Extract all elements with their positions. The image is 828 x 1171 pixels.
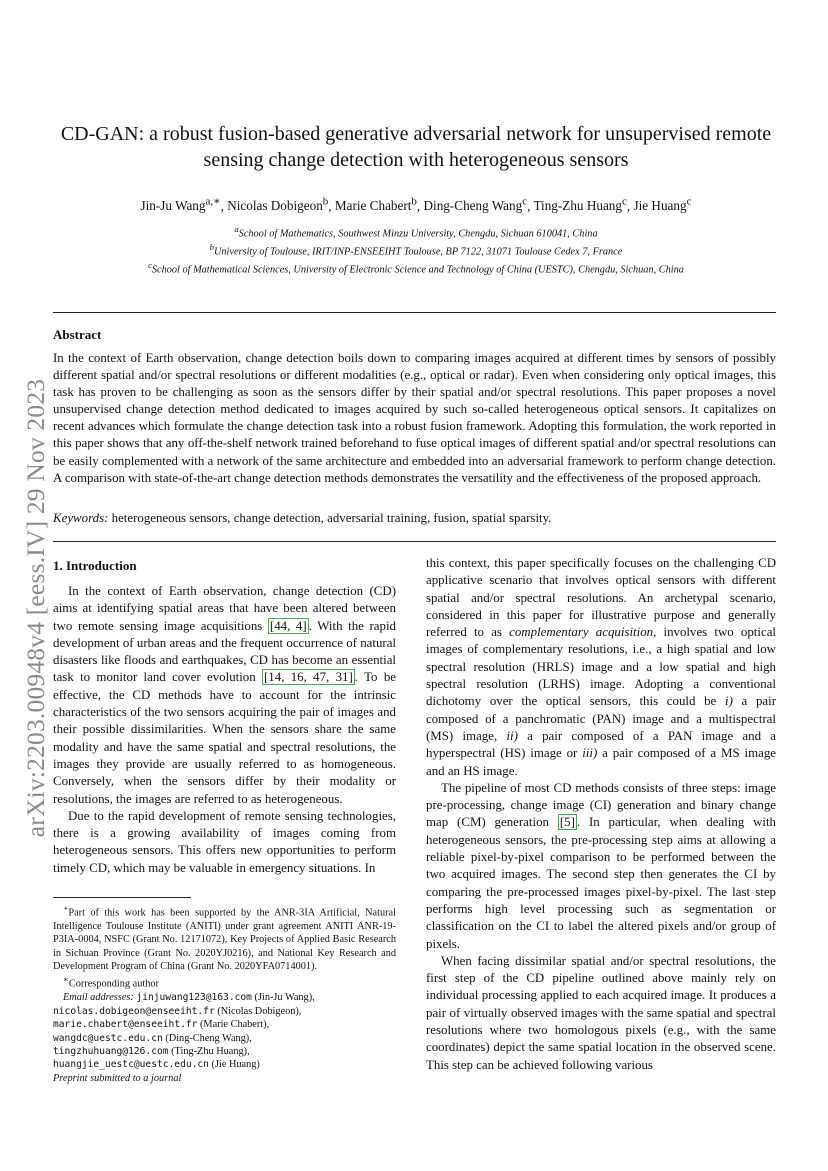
keywords-label: Keywords: (53, 511, 109, 525)
email-link[interactable]: wangdc@uestc.edu.cn (53, 1032, 163, 1044)
affiliations (56, 223, 776, 276)
paragraph: The pipeline of most CD methods consists of three steps: image pre-processing, change image (CI) generation and binary change map (CM) generation [5] . In particular, when dealing with heterogeneous sensors, the pre-processing step aims at allowing a reliable pixel-by-pixel comparison to be performed between the two acquired images. The second step then generates the CI by comparing the pre-processed images pixel-by-pixel. The last step performs high level processing such as segmentation or classification on the CI to label the altered pixels and/or group of pixels. (426, 780, 776, 951)
paper-title (56, 121, 776, 173)
author: Nicolas Dobigeon$^b$ (227, 196, 329, 214)
keywords (53, 510, 776, 527)
affiliation: $^b$University of Toulouse, IRIT/INP-ENSEEIHT Toulouse, BP 7122, 31071 Toulouse Cedex 7, France (209, 241, 623, 258)
arxiv-stamp (16, 350, 56, 865)
affiliation: $^a$School of Mathematics, Southwest Minzu University, Chengdu, Sichuan 610041, China (234, 224, 598, 240)
email-footnote: Email addresses: jinjuwang123@163.com (Jin-Ju Wang), (63, 992, 315, 1004)
abstract-heading: Abstract (53, 327, 102, 342)
title-line-1: CD-GAN: a robust fusion-based generative adversarial network for unsupervised remote (60, 123, 772, 145)
corresponding-footnote: ∗Corresponding author (63, 974, 159, 990)
footnotes (53, 902, 396, 1072)
paragraph: this context, this paper specifically focuses on the challenging CD applicative scenario that involves optical sensors with different spatial and/or spectral resolutions. An archetypal scenario, considered in this paper for illustrative purpose and generally referred to as complementary acquisition, involves two optical images of complementary resolutions, i.e., a high spatial and low spectral resolution (HRLS) image and a low spatial and high spectral resolution (LRHS) image. Adopting a conventional dichotomy over the optical sensors, this could be i) a pair composed of a panchromatic (PAN) image and a multispectral (MS) image, ii) a pair composed of a PAN image and a hyperspectral (HS) image or iii) a pair composed of a MS image and an HS image. (426, 556, 776, 778)
funding-footnote: ⋆Part of this work has been supported by the ANR-3IA Artificial, Natural Intelligence Toulouse Institute (ANITI) under grant agreement ANITI ANR-19-P3IA-0004, NSFC (Grant No. 12171072), Key Projects of Applied Basic Research in Sichuan Province (Grant No. 2020YJ0216), and National Key Research and Development Program of China (Grant No. 2020YFA0714001). (53, 903, 396, 973)
affiliation: $^c$School of Mathematical Sciences, University of Electronic Science and Technology of China (UESTC), Chengdu, Sichuan, China (148, 259, 684, 276)
section-heading: 1. Introduction (53, 558, 137, 573)
abstract-text: In the context of Earth observation, change detection boils down to comparing images acquired at different times by sensors of possibly different spatial and/or spectral resolutions or different modalities (e.g., optical or radar). Even when considering only optical images, this task has proven to be challenging as soon as the sensors differ by their spatial and/or spectral resolutions. This paper proposes a novel unsupervised change detection method dedicated to images acquired by such so-called heterogeneous optical sensors. It capitalizes on recent advances which formulate the change detection task into a robust fusion framework. Adopting this formulation, the work reported in this paper shows that any off-the-shelf network trained beforehand to fuse optical images of different spatial and/or spectral resolutions can be easily complemented with a network of the same architecture and embedded into an adversarial framework to perform change detection. A comparison with state-of-the-art change detection methods demonstrates the versatility and the effectiveness of the proposed approach. (53, 351, 776, 485)
paragraph: Due to the rapid development of remote sensing technologies, there is a growing availability of images coming from heterogeneous sensors. This offers new opportunities to perform timely CD, which may be valuable in emergency situations. In (53, 808, 396, 875)
title-line-2: sensing change detection with heterogeneous sensors (203, 149, 629, 171)
arxiv-identifier: arXiv:2203.00948v4 [eess.IV] 29 Nov 2023 (21, 378, 50, 837)
footnote-rule (53, 897, 191, 898)
right-column (426, 555, 776, 1074)
email-link[interactable]: huangjie_uestc@uestc.edu.cn (53, 1059, 209, 1071)
email-link[interactable]: nicolas.dobigeon@enseeiht.fr (53, 1005, 215, 1017)
citation-link[interactable]: [5] (559, 815, 575, 830)
paragraph: When facing dissimilar spatial and/or spectral resolutions, the first step of the CD pipeline outlined above mainly rely on individual processing applied to each acquired image. It produces a pair of virtually observed images with the same spatial and spectral resolutions where two homologous pixels (e.g., with the same coordinates) depict the same spatial location in the observed scene. This step can be achieved following various (426, 953, 776, 1072)
author: Marie Chabert$^b$ (334, 196, 417, 214)
email-line: nicolas.dobigeon@enseeiht.fr (Nicolas Dobigeon), (53, 1005, 302, 1017)
author-list: Jin-Ju Wang$^{a,∗}$, Nicolas Dobigeon$^b$, Marie Chabert$^b$, Ding-Cheng Wang$^c$, Ting-Zhu Huang$^c$, Jie Huang$^c$ (140, 196, 692, 214)
email-link[interactable]: tingzhuhuang@126.com (53, 1045, 169, 1057)
abstract-bottom-rule (53, 541, 776, 542)
paragraph: In the context of Earth observation, change detection (CD) aims at identifying spatial areas that have been altered between two remote sensing image acquisitions [44, 4] . With the rapid development of urban areas and the frequent occurrence of natural disasters like floods and earthquakes, CD has become an essential task to monitor land cover evolution [14, 16, 47, 31] . To be effective, the CD methods have to account for the intrinsic characteristics of the two sensors acquiring the pair of images and their possible dissimilarities. When the sensors share the same modality and have the same spatial and spectral resolutions, the images they provide are usually referred to as homogeneous. Conversely, when the sensors differ by their modality or resolutions, the images are referred to as heterogeneous. (53, 584, 396, 806)
abstract-top-rule (53, 312, 776, 313)
citation-link[interactable]: [14, 16, 47, 31] (264, 670, 353, 685)
left-column (53, 583, 396, 877)
author: Ding-Cheng Wang$^c$ (423, 196, 528, 214)
email-link[interactable]: jinjuwang123@163.com (136, 992, 252, 1004)
author: Jin-Ju Wang$^{a,∗}$ (140, 196, 221, 214)
email-line: marie.chabert@enseeiht.fr (Marie Chabert), (53, 1019, 270, 1031)
email-line: huangjie_uestc@uestc.edu.cn (Jie Huang) (53, 1059, 260, 1071)
preprint-note: Preprint submitted to a journal (53, 1073, 182, 1084)
author: Jie Huang$^c$ (633, 196, 692, 214)
email-line: wangdc@uestc.edu.cn (Ding-Cheng Wang), (53, 1032, 252, 1044)
email-line: tingzhuhuang@126.com (Ting-Zhu Huang), (53, 1045, 250, 1057)
email-link[interactable]: marie.chabert@enseeiht.fr (53, 1019, 198, 1031)
keywords-text: heterogeneous sensors, change detection, adversarial training, fusion, spatial sparsity. (111, 511, 552, 525)
author: Ting-Zhu Huang$^c$ (533, 196, 627, 214)
citation-link[interactable]: [44, 4] (269, 618, 307, 633)
